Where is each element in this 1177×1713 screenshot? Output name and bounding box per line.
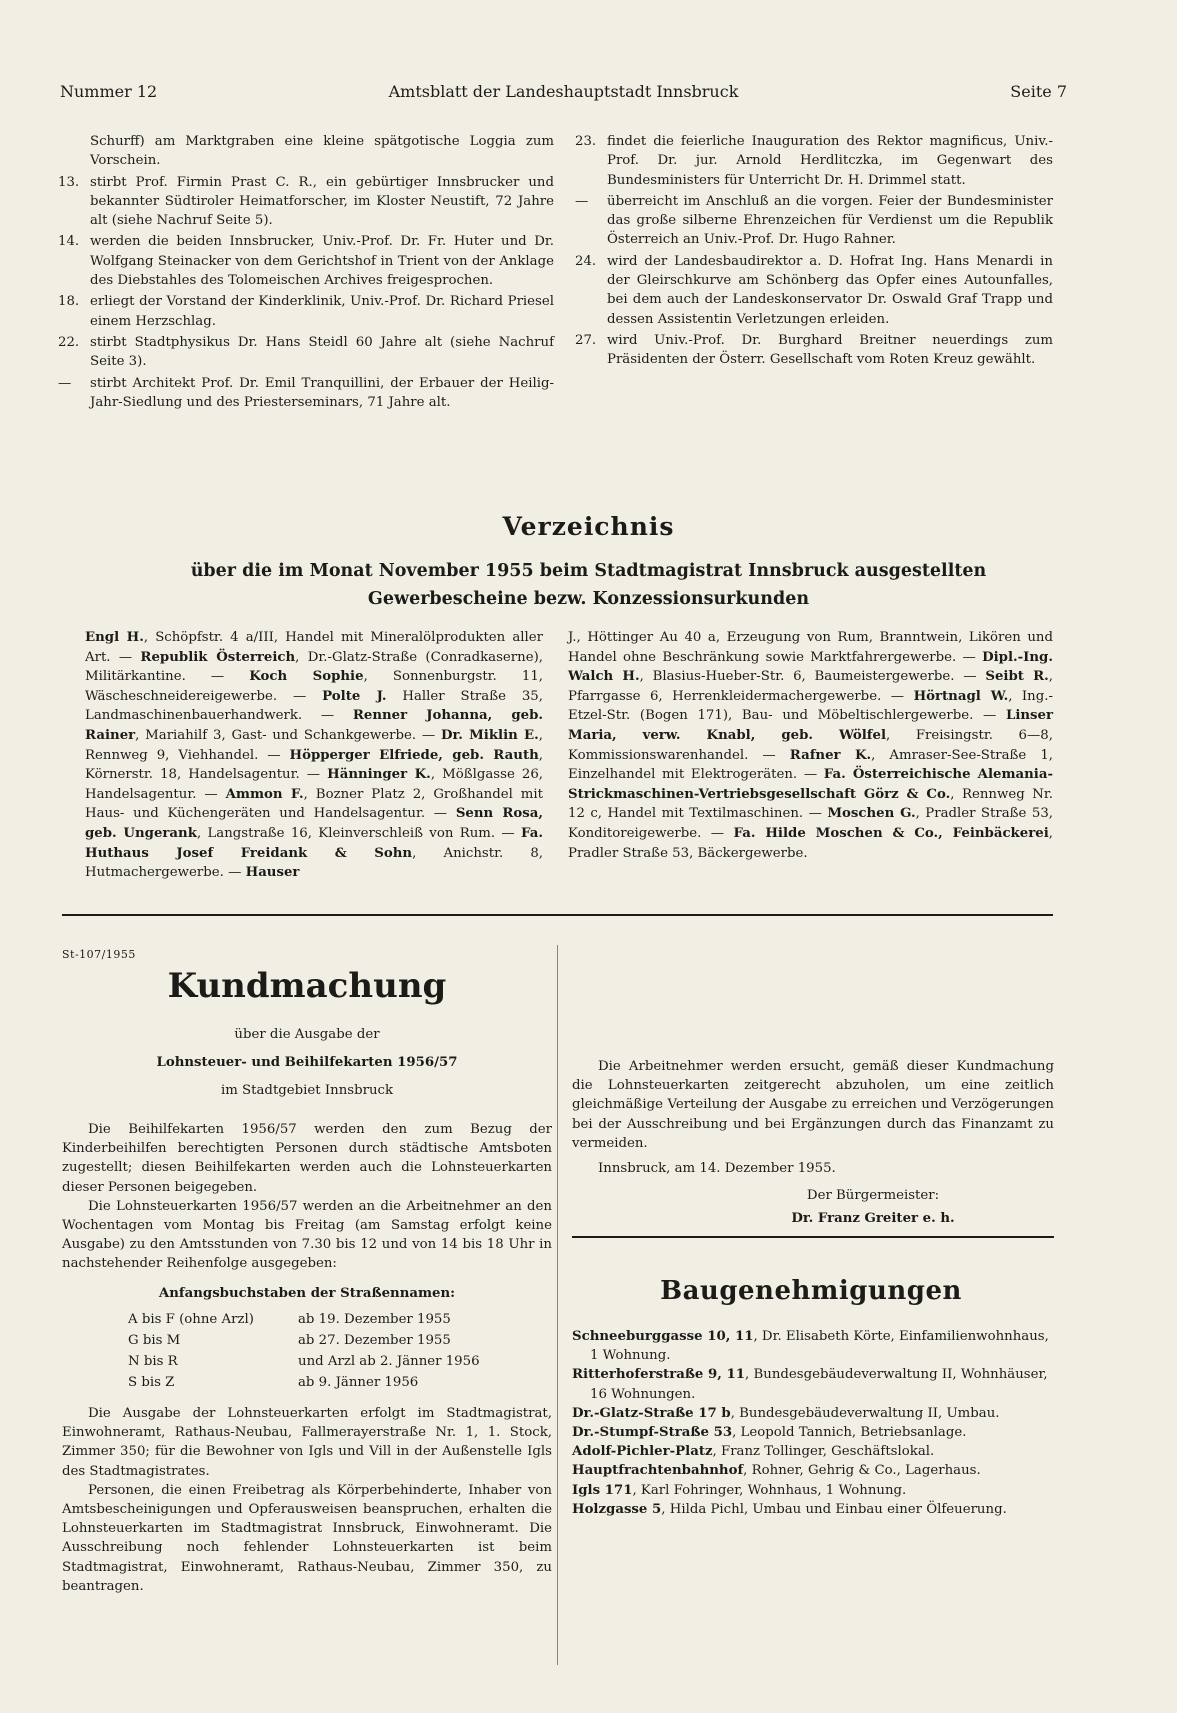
- kundmachung-reference: St-107/1955: [62, 948, 136, 961]
- chronicle-text: findet die feierliche Inauguration des Rektor magnificus, Univ.-Prof. Dr. jur. Arnold Herdlitczka, im Gegenwart des Bundesministers für Unterricht Dr. H. Drimmel statt.: [607, 134, 1053, 188]
- permit-address: Dr.-Glatz-Straße 17 b: [572, 1405, 731, 1421]
- chronicle-day: —: [575, 193, 589, 209]
- license-name: Polte J.: [322, 688, 387, 704]
- permit-details: , Bundesgebäudeverwaltung II, Wohnhäuser, 16 Wohnungen.: [590, 1367, 1048, 1402]
- schedule-row: [120, 1330, 520, 1351]
- permit-item: [572, 1500, 1054, 1519]
- chronicle-day: 14.: [58, 234, 80, 250]
- chronicle-left-column: [58, 132, 554, 414]
- signer-name: Dr. Franz Greiter e. h.: [791, 1211, 955, 1227]
- license-details: , Schöpfstr. 4 a/III, Handel mit Mineralölprodukten aller Art. —: [85, 630, 543, 665]
- permit-details: , Franz Tollinger, Geschäftslokal.: [712, 1444, 935, 1460]
- chronicle-day: 24.: [575, 253, 597, 269]
- permit-details: , Rohner, Gehrig & Co., Lagerhaus.: [743, 1463, 981, 1479]
- license-name: Republik Österreich: [140, 649, 296, 665]
- schedule-date: ab 19. Dezember 1955: [298, 1312, 451, 1327]
- kundmachung-body-right: [572, 1057, 1054, 1229]
- schedule-date: ab 27. Dezember 1955: [298, 1333, 451, 1348]
- permit-details: , Dr. Elisabeth Körte, Einfamilienwohnhaus, 1 Wohnung.: [590, 1329, 1049, 1364]
- permit-item: [572, 1404, 1054, 1423]
- chronicle-day: 27.: [575, 332, 597, 348]
- section-divider: [62, 914, 1053, 916]
- schedule-table: [120, 1309, 520, 1393]
- license-name: Linser Maria, verw. Knabl, geb. Wölfel: [568, 708, 1053, 743]
- verzeichnis-right-column: [568, 628, 1053, 863]
- publication-title: Amtsblatt der Landeshauptstadt Innsbruck: [388, 82, 739, 101]
- chronicle-day: 18.: [58, 294, 80, 310]
- permit-item: [572, 1461, 1054, 1480]
- kundmachung-line2: Lohnsteuer- und Beihilfekarten 1956/57: [156, 1055, 458, 1070]
- verzeichnis-left-column: [85, 628, 543, 883]
- license-details: , Pradler Straße 53, Bäckergewerbe.: [568, 825, 1053, 861]
- kundmachung-body-upper: [62, 1120, 552, 1274]
- license-details: , Langstraße 16, Kleinverschleiß von Rum. —: [196, 825, 522, 841]
- section-divider: [572, 1236, 1054, 1238]
- place-date: Innsbruck, am 14. Dezember 1955.: [598, 1161, 836, 1177]
- schedule-date: und Arzl ab 2. Jänner 1956: [298, 1354, 480, 1369]
- license-name: Fa. Hilde Moschen & Co., Feinbäckerei: [733, 825, 1049, 841]
- permit-details: , Leopold Tannich, Betriebsanlage.: [732, 1425, 967, 1441]
- license-name: Engl H.: [85, 630, 144, 645]
- chronicle-text: wird Univ.-Prof. Dr. Burghard Breitner neuerdings zum Präsidenten der Österr. Gesellschaft vom Roten Kreuz gewählt.: [607, 332, 1053, 368]
- schedule-letters: S bis Z: [128, 1375, 175, 1390]
- license-name: Hänninger K.: [327, 767, 431, 783]
- chronicle-text: stirbt Stadtphysikus Dr. Hans Steidl 60 Jahre alt (siehe Nachruf Seite 3).: [90, 334, 554, 370]
- license-details: , Bozner Platz 2, Großhandel mit Haus- und Küchengeräten und Handelsagentur. —: [85, 786, 543, 822]
- chronicle-entry: [58, 173, 554, 231]
- chronicle-day: 13.: [58, 174, 80, 190]
- kundmachung-paragraph: Die Ausgabe der Lohnsteuerkarten erfolgt im Stadtmagistrat, Einwohneramt, Rathaus-Neubau, Fallmerayerstraße Nr. 1, 1. Stock, Zimmer 350; für die Bewohner von Igls und Vill in der Außenstelle Igls des Stadtmagistrates.: [62, 1406, 552, 1479]
- chronicle-entry: [58, 232, 554, 290]
- license-details: , Mariahilf 3, Gast- und Schankgewerbe. —: [135, 727, 441, 743]
- license-name: Senn Rosa, geb. Ungerank: [85, 806, 543, 841]
- kundmachung-paragraph: Die Arbeitnehmer werden ersucht, gemäß dieser Kundmachung die Lohnsteuerkarten zeitgerecht abzuholen, um eine zeitlich gleichmäßige Verteilung der Ausgabe zu erreichen und Verzögerungen bei der Ausschreibung und bei Ergänzungen durch das Finanzamt zu vermeiden.: [572, 1059, 1054, 1151]
- license-details: , Sonnenburgstr. 11, Wäscheschneidereigewerbe. —: [85, 669, 543, 704]
- permit-address: Dr.-Stumpf-Straße 53: [572, 1425, 733, 1441]
- permit-item: [572, 1442, 1054, 1461]
- schedule-row: [120, 1351, 520, 1372]
- permit-item: [572, 1481, 1054, 1500]
- issue-number: Nummer 12: [60, 82, 158, 101]
- chronicle-entry: [58, 292, 554, 331]
- verzeichnis-subtitle-line1: über die im Monat November 1955 beim Stadtmagistrat Innsbruck ausgestellten: [190, 561, 987, 581]
- page-number: Seite 7: [1010, 82, 1067, 101]
- chronicle-entry: [575, 331, 1053, 370]
- schedule-row: [120, 1372, 520, 1393]
- chronicle-text: Schurff) am Marktgraben eine kleine spätgotische Loggia zum Vorschein.: [90, 134, 554, 169]
- license-name: Koch Sophie: [249, 669, 364, 685]
- kundmachung-paragraph: Die Beihilfekarten 1956/57 werden den zum Bezug der Kinderbeihilfen berechtigten Personen durch städtische Amtsboten zugestellt; diesen Beihilfekarten werden auch die Lohnsteuerkarten dieser Personen beigegeben.: [62, 1122, 552, 1195]
- verzeichnis-subtitle-line2: Gewerbescheine bezw. Konzessionsurkunden: [367, 589, 810, 609]
- chronicle-text: erliegt der Vorstand der Kinderklinik, Univ.-Prof. Dr. Richard Priesel einem Herzschlag.: [90, 294, 554, 329]
- license-name: Seibt R.: [985, 669, 1049, 685]
- permit-address: Schneeburggasse 10, 11: [572, 1329, 754, 1344]
- kundmachung-line3: im Stadtgebiet Innsbruck: [220, 1083, 394, 1098]
- permit-address: Igls 171: [572, 1482, 633, 1498]
- license-name: Höpperger Elfriede, geb. Rauth: [289, 747, 539, 763]
- license-details: , Rennweg Nr. 12 c, Handel mit Textilmaschinen. —: [568, 786, 1053, 822]
- schedule-heading: Anfangsbuchstaben der Straßennamen:: [158, 1286, 456, 1301]
- license-name: Hörtnagl W.: [913, 688, 1009, 704]
- chronicle-text: überreicht im Anschluß an die vorgen. Feier der Bundesminister das große silberne Ehrenzeichen für Verdienst um die Republik Österreich an Univ.-Prof. Dr. Hugo Rahner.: [607, 193, 1053, 248]
- baugenehmigungen-list: [572, 1327, 1054, 1519]
- permit-details: , Bundesgebäudeverwaltung II, Umbau.: [730, 1405, 1000, 1421]
- schedule-letters: G bis M: [128, 1333, 181, 1348]
- chronicle-entry: [58, 333, 554, 372]
- license-name: Renner Johanna, geb. Rainer: [85, 708, 544, 743]
- chronicle-day: 23.: [575, 134, 597, 149]
- license-details: , Blasius-Hueber-Str. 6, Baumeistergewerbe. —: [639, 669, 986, 685]
- permit-address: Holzgasse 5: [572, 1501, 662, 1517]
- chronicle-entry: [58, 374, 554, 413]
- schedule-letters: N bis R: [128, 1354, 178, 1369]
- kundmachung-body-lower: [62, 1404, 552, 1596]
- baugenehmigungen-title: Baugenehmigungen: [660, 1276, 962, 1306]
- license-details: , Körnerstr. 18, Handelsagentur. —: [85, 747, 543, 783]
- kundmachung-title: Kundmachung: [167, 966, 447, 1006]
- chronicle-entry: [575, 192, 1053, 250]
- schedule-letters: A bis F (ohne Arzl): [128, 1312, 254, 1327]
- license-details: , Anichstr. 8, Hutmachergewerbe. —: [85, 845, 544, 881]
- license-details: , Amraser-See-Straße 1, Einzelhandel mit Elektrogeräten. —: [568, 747, 1054, 783]
- permit-details: , Karl Fohringer, Wohnhaus, 1 Wohnung.: [632, 1482, 907, 1498]
- chronicle-day: 22.: [58, 334, 80, 350]
- chronicle-right-column: [575, 132, 1053, 372]
- chronicle-text: werden die beiden Innsbrucker, Univ.-Prof. Dr. Fr. Huter und Dr. Wolfgang Steinacker von dem Gerichtshof in Trient von der Anklage des Diebstahles des Tolomeischen Archives freigesprochen.: [90, 234, 554, 289]
- license-details: , Rennweg 9, Viehhandel. —: [85, 727, 543, 763]
- kundmachung-paragraph: Die Lohnsteuerkarten 1956/57 werden an die Arbeitnehmer an den Wochentagen vom Montag bis Freitag (am Samstag erfolgt keine Ausgabe) zu den Amtsstunden von 7.30 bis 12 und von 14 bis 18 Uhr in nachstehender Reihenfolge ausgegeben:: [62, 1198, 552, 1272]
- verzeichnis-title: Verzeichnis: [502, 512, 675, 541]
- signer-title: Der Bürgermeister:: [806, 1188, 940, 1204]
- license-details: , Mößlgasse 26, Handelsagentur. —: [85, 767, 544, 802]
- schedule-date: ab 9. Jänner 1956: [298, 1375, 419, 1390]
- schedule-row: [120, 1309, 520, 1330]
- license-details: , Ing.-Etzel-Str. (Bogen 171), Bau- und Möbeltischlergewerbe. —: [568, 688, 1053, 724]
- license-details: Haller Straße 35, Landmaschinenbauerhandwerk. —: [85, 688, 543, 724]
- chronicle-text: wird der Landesbaudirektor a. D. Hofrat Ing. Hans Menardi in der Gleirschkurve am Schönberg das Opfer eines Autounfalles, bei dem auch der Landeskonservator Dr. Oswald Graf Trapp und dessen Assistentin Verletzungen erleiden.: [607, 253, 1053, 327]
- license-details: , Freisingstr. 6—8, Kommissionswarenhandel. —: [568, 727, 1053, 763]
- permit-details: , Hilda Pichl, Umbau und Einbau einer Ölfeuerung.: [661, 1501, 1007, 1517]
- license-name: Rafner K.: [789, 747, 872, 763]
- license-name: Dipl.-Ing. Walch H.: [568, 649, 1053, 685]
- chronicle-text: stirbt Prof. Firmin Prast C. R., ein gebürtiger Innsbrucker und bekannter Südtiroler Heimatforscher, im Kloster Neustift, 72 Jahre alt (siehe Nachruf Seite 5).: [90, 174, 554, 229]
- permit-address: Hauptfrachtenbahnhof: [572, 1463, 744, 1479]
- license-name: Fa. Österreichische Alemania-Strickmaschinen-Vertriebsgesellschaft Görz & Co.: [568, 767, 1053, 802]
- permit-item: [572, 1365, 1054, 1403]
- chronicle-entry: [58, 132, 554, 171]
- license-name: Fa. Huthaus Josef Freidank & Sohn: [85, 825, 544, 861]
- license-name: Hauser: [245, 865, 300, 881]
- chronicle-entry: [575, 252, 1053, 329]
- permit-address: Adolf-Pichler-Platz: [572, 1444, 713, 1460]
- kundmachung-line1: über die Ausgabe der: [234, 1027, 380, 1042]
- chronicle-entry: [575, 132, 1053, 190]
- chronicle-text: stirbt Architekt Prof. Dr. Emil Tranquillini, der Erbauer der Heilig-Jahr-Siedlung und des Priesterseminars, 71 Jahre alt.: [90, 375, 554, 410]
- kundmachung-paragraph: Personen, die einen Freibetrag als Körperbehinderte, Inhaber von Amtsbescheinigungen und Opferausweisen beanspruchen, erhalten die Lohnsteuerkarten im Stadtmagistrat Innsbruck, Einwohneramt. Die Ausschreibung noch fehlender Lohnsteuerkarten ist beim Stadtmagistrat, Einwohneramt, Rathaus-Neubau, Zimmer 350, zu beantragen.: [62, 1482, 552, 1594]
- permit-address: Ritterhoferstraße 9, 11: [572, 1367, 746, 1383]
- license-details: , Pradler Straße 53, Konditoreigewerbe. —: [568, 806, 1054, 841]
- permit-item: [572, 1423, 1054, 1442]
- license-name: Ammon F.: [225, 786, 304, 802]
- license-details: , Dr.-Glatz-Straße (Conradkaserne), Militärkantine. —: [85, 649, 543, 685]
- license-name: Moschen G.: [827, 806, 916, 822]
- license-details: , Pfarrgasse 6, Herrenkleidermachergewerbe. —: [568, 669, 1053, 704]
- column-divider: [557, 945, 558, 1665]
- verzeichnis-subtitle: [110, 557, 1067, 613]
- chronicle-day: —: [58, 375, 72, 391]
- license-name: Dr. Miklin E.: [440, 727, 539, 743]
- license-details: J., Höttinger Au 40 a, Erzeugung von Rum, Branntwein, Likören und Handel ohne Beschränkung sowie Marktfahrergewerbe. —: [568, 630, 1053, 665]
- permit-item: [572, 1327, 1054, 1365]
